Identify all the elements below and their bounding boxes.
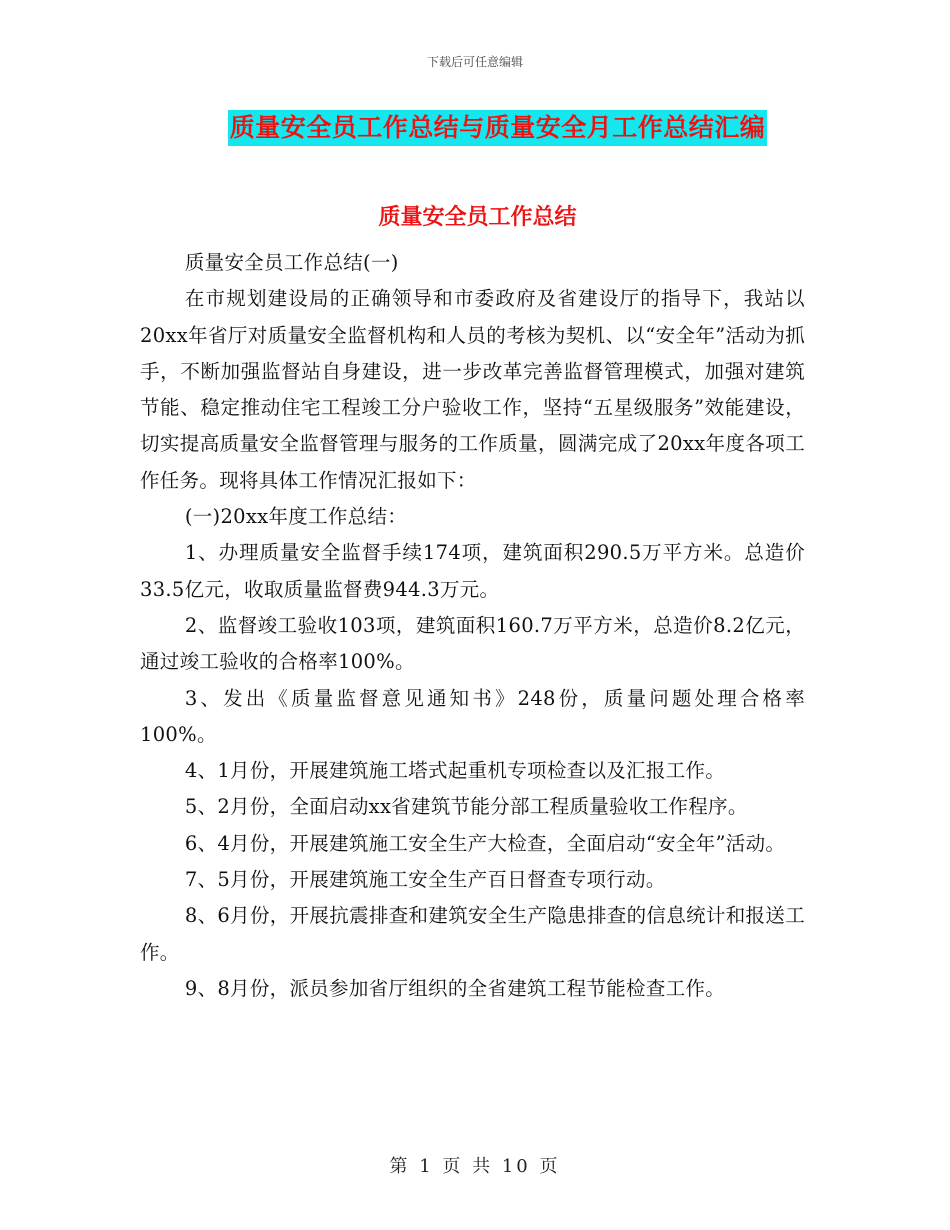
paragraph-item-3: 3、发出《质量监督意见通知书》248份，质量问题处理合格率100%。 bbox=[140, 686, 805, 746]
header-note: 下载后可任意编辑 bbox=[426, 55, 523, 69]
paragraph-item-7: 7、5月份，开展建筑施工安全生产百日督查专项行动。 bbox=[184, 868, 666, 892]
main-title-container bbox=[0, 110, 950, 146]
paragraph-item-2: 2、监督竣工验收103项，建筑面积160.7万平方米，总造价8.2亿元，通过竣工验收的合格率100%。 bbox=[140, 613, 805, 674]
paragraph-item-4: 4、1月份，开展建筑施工塔式起重机专项检查以及汇报工作。 bbox=[184, 759, 726, 783]
section-title: 质量安全员工作总结 bbox=[378, 205, 577, 230]
main-title: 质量安全员工作总结与质量安全月工作总结汇编 bbox=[228, 110, 768, 146]
paragraph-item-6: 6、4月份，开展建筑施工安全生产大检查，全面启动“安全年”活动。 bbox=[184, 831, 786, 855]
paragraph-item-9: 9、8月份，派员参加省厅组织的全省建筑工程节能检查工作。 bbox=[184, 976, 726, 1000]
paragraph-item-5: 5、2月份，全面启动xx省建筑节能分部工程质量验收工作程序。 bbox=[184, 795, 748, 819]
paragraph-intro: 在市规划建设局的正确领导和市委政府及省建设厅的指导下，我站以20xx年省厅对质量安全监督机构和人员的考核为契机、以“安全年”活动为抓手，不断加强监督站自身建设，进一步改革完善监督管理模式，加强对建筑节能、稳定推动住宅工程竣工分户验收工作，坚持“五星级服务”效能建设，切实提高质量安全监督管理与服务的工作质量，圆满完成了20xx年度各项工作任务。现将具体工作情况汇报如下： bbox=[140, 287, 805, 492]
paragraph-item-1: 1、办理质量安全监督手续174项，建筑面积290.5万平方米。总造价33.5亿元，收取质量监督费944.3万元。 bbox=[140, 541, 805, 601]
paragraph-heading: (一)20xx年度工作总结： bbox=[184, 505, 408, 529]
document-body bbox=[140, 245, 805, 1007]
paragraph-subtitle: 质量安全员工作总结(一) bbox=[184, 251, 399, 274]
page-number: 第 1 页 共 10 页 bbox=[389, 1156, 561, 1177]
paragraph-item-8: 8、6月份，开展抗震排查和建筑安全生产隐患排查的信息统计和报送工作。 bbox=[140, 904, 805, 964]
